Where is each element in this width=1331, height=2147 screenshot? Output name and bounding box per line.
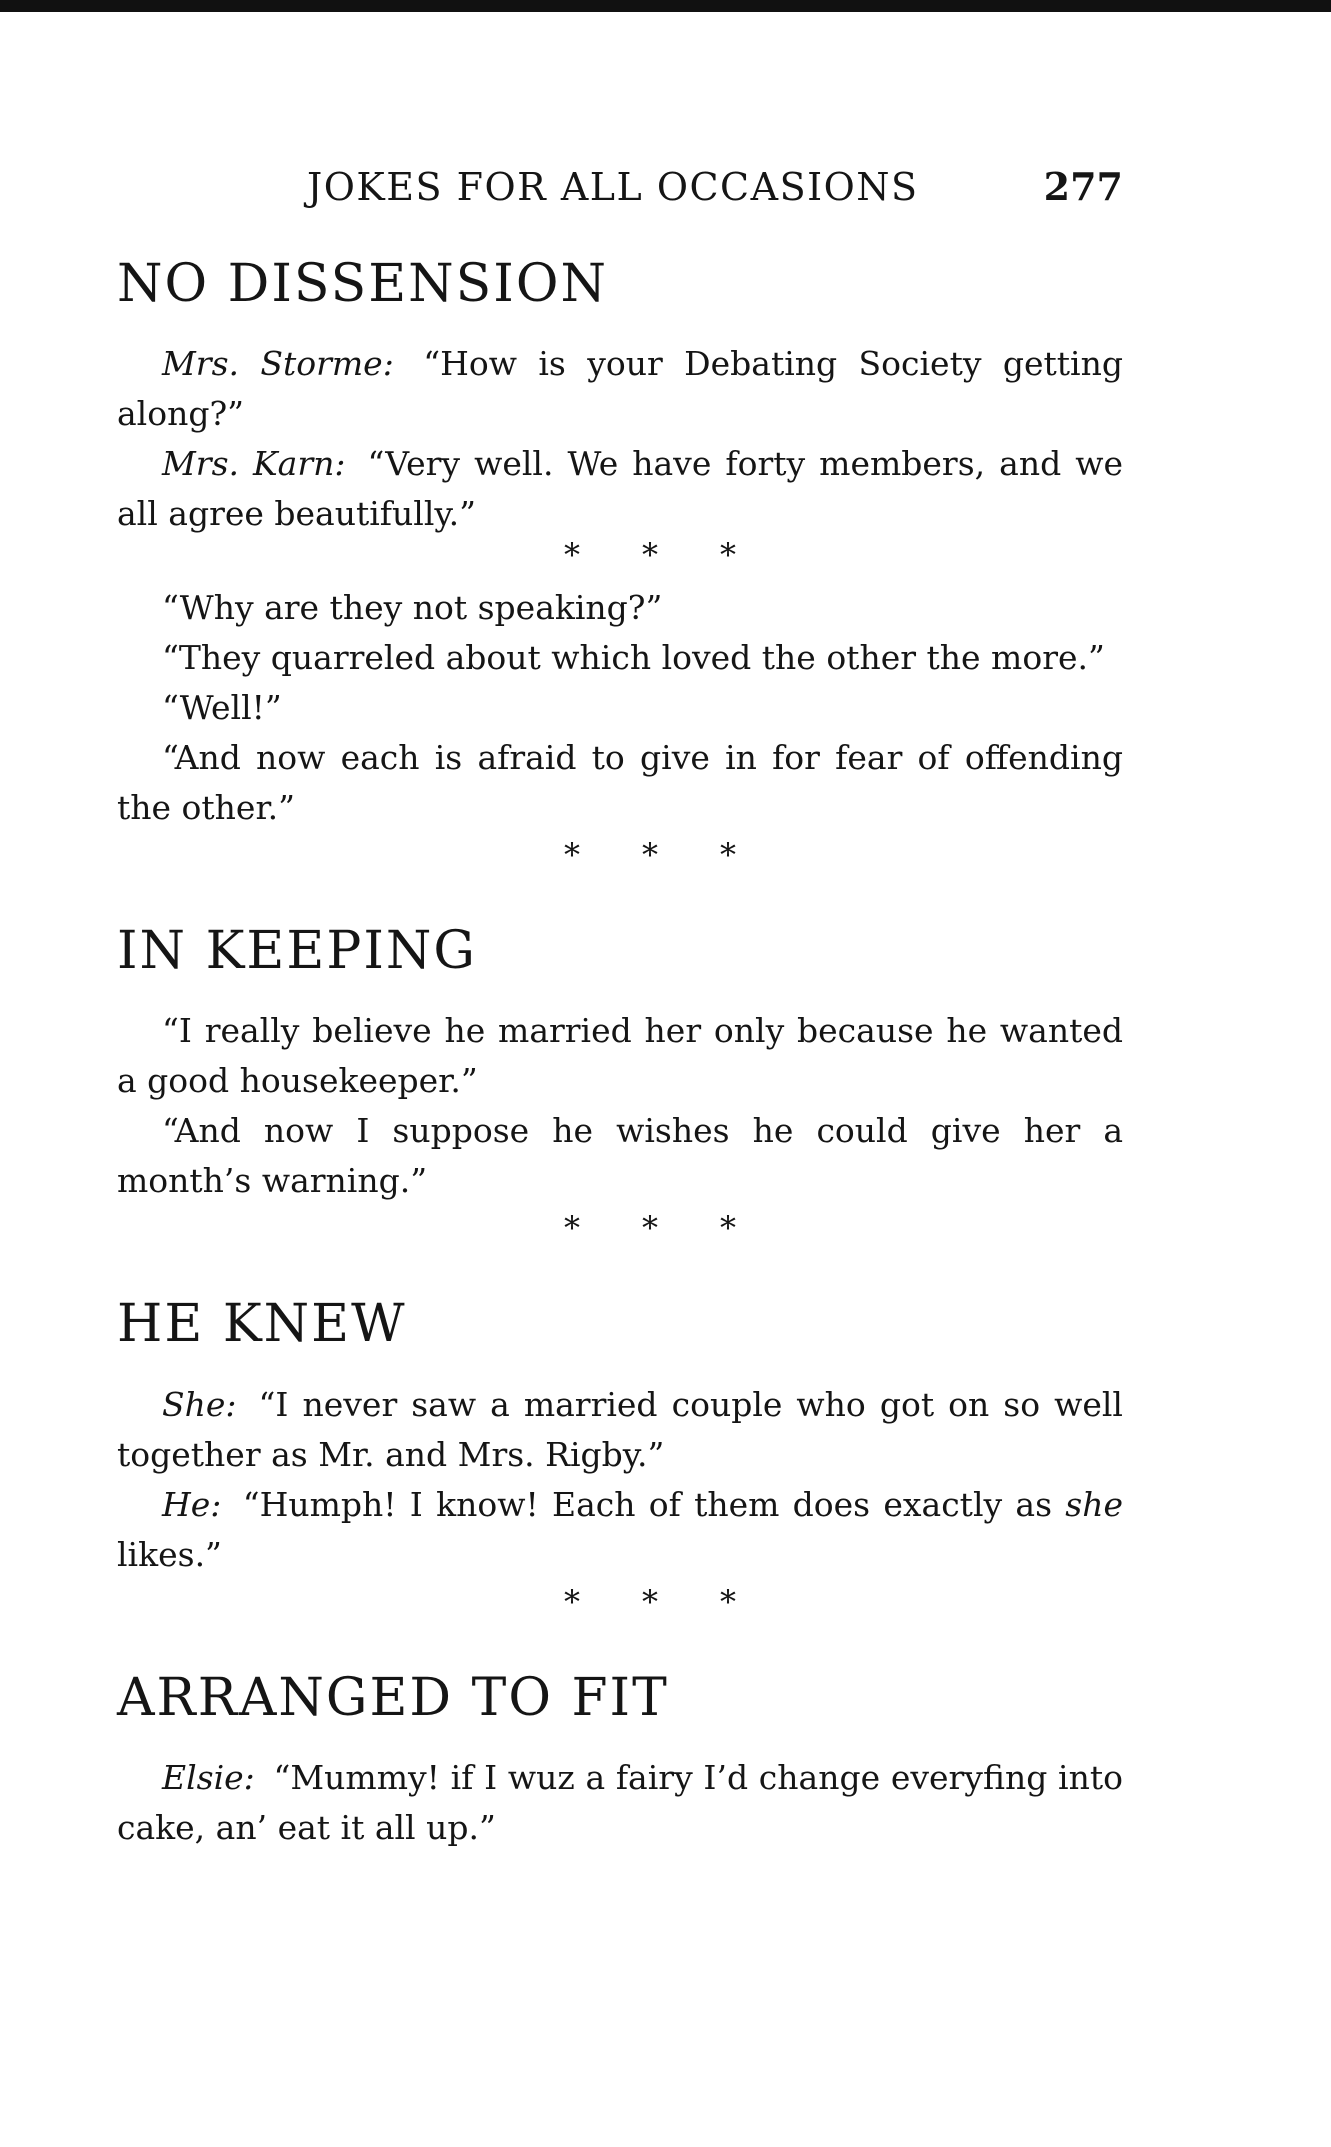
- separator-stars: [117, 836, 1123, 875]
- joke-title: HE KNEW: [117, 1294, 407, 1355]
- dialogue-text: “How is your Debating Society getting along?”: [117, 344, 1123, 434]
- dialogue-paragraph: [117, 1380, 1123, 1480]
- separator-star: *: [720, 1209, 736, 1248]
- speaker-label: She:: [162, 1384, 237, 1424]
- dialogue-paragraph: [117, 339, 1123, 439]
- separator-star: *: [564, 1209, 580, 1248]
- dialogue-paragraph: “And now each is afraid to give in for fear of offending the other.”: [117, 738, 1123, 828]
- book-page: [117, 160, 1123, 1853]
- separator-star: *: [720, 836, 736, 875]
- separator-star: *: [642, 1209, 658, 1248]
- separator-star: *: [642, 536, 658, 575]
- speaker-label: Elsie:: [162, 1757, 255, 1797]
- joke-title: NO DISSENSION: [117, 254, 608, 314]
- dialogue-paragraph: “And now I suppose he wishes he could give her a month’s warning.”: [117, 1111, 1123, 1201]
- dialogue-text: “Very well. We have forty members, and we all agree beautifully.”: [117, 444, 1123, 534]
- separator-star: *: [564, 1582, 580, 1621]
- running-header: [117, 160, 1123, 220]
- separator-stars: [117, 1582, 1123, 1621]
- speaker-label: He:: [162, 1484, 222, 1524]
- separator-star: *: [564, 536, 580, 575]
- top-border: [0, 0, 1331, 12]
- separator-star: *: [720, 1582, 736, 1621]
- separator-star: *: [642, 1582, 658, 1621]
- dialogue-text: likes.”: [117, 1534, 222, 1574]
- separator-star: *: [564, 836, 580, 875]
- running-title: JOKES FOR ALL OCCASIONS: [307, 165, 919, 209]
- dialogue-paragraph: [117, 1480, 1123, 1580]
- separator-star: *: [720, 536, 736, 575]
- separator-star: *: [642, 836, 658, 875]
- joke-title: IN KEEPING: [117, 921, 477, 982]
- dialogue-paragraph: “Why are they not speaking?”: [162, 588, 663, 628]
- dialogue-paragraph: [117, 1753, 1123, 1853]
- emphasized-word: she: [1065, 1484, 1123, 1524]
- joke-title: ARRANGED TO FIT: [117, 1667, 669, 1728]
- speaker-label: Mrs. Storme:: [162, 344, 394, 384]
- separator-stars: [117, 1209, 1123, 1248]
- dialogue-text: “Humph! I know! Each of them does exactly as: [242, 1484, 1053, 1524]
- dialogue-paragraph: “Well!”: [162, 688, 282, 728]
- page-number: 277: [1043, 164, 1123, 209]
- joke-section-no-dissension: [117, 254, 1123, 875]
- dialogue-paragraph: “They quarreled about which loved the other the more.”: [162, 638, 1105, 678]
- joke-section-arranged-to-fit: [117, 1667, 1123, 1853]
- separator-stars: [117, 536, 1123, 575]
- dialogue-paragraph: “I really believe he married her only because he wanted a good housekeeper.”: [117, 1011, 1123, 1101]
- dialogue-text: “I never saw a married couple who got on so well together as Mr. and Mrs. Rigby.”: [117, 1384, 1123, 1474]
- speaker-label: Mrs. Karn:: [162, 444, 346, 484]
- dialogue-text: “Mummy! if I wuz a fairy I’d change everyfing into cake, an’ eat it all up.”: [117, 1757, 1123, 1847]
- dialogue-paragraph: [117, 439, 1123, 539]
- joke-section-in-keeping: [117, 921, 1123, 1248]
- joke-section-he-knew: [117, 1294, 1123, 1621]
